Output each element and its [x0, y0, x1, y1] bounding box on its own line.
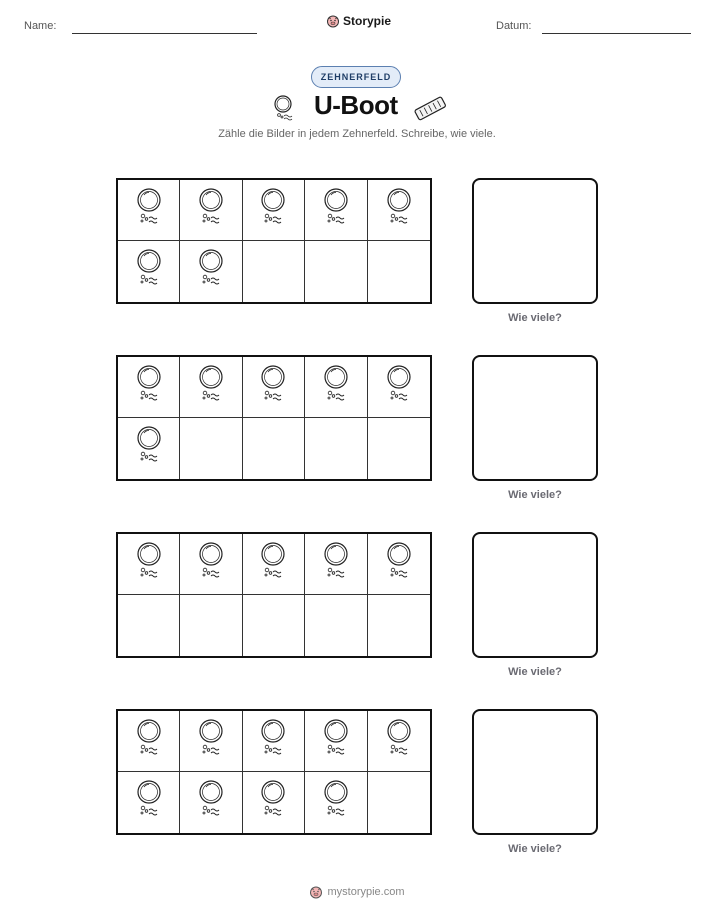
ten-frame-3 — [116, 532, 432, 658]
frame-cell — [368, 711, 430, 772]
bubble-icon — [135, 779, 163, 826]
bubble-icon — [259, 187, 287, 234]
frame-cell — [180, 595, 242, 656]
pig-logo-icon — [309, 885, 323, 899]
brand-logo — [326, 14, 391, 28]
bubble-icon — [259, 541, 287, 588]
answer-box-4[interactable] — [472, 709, 598, 835]
frame-cell — [305, 241, 367, 302]
brand-name: Storypie — [343, 14, 392, 28]
frame-cell — [118, 772, 180, 833]
frame-cell — [243, 534, 305, 595]
bubble-icon — [197, 718, 225, 765]
bubble-icon — [197, 541, 225, 588]
bubble-icon — [385, 187, 413, 234]
frame-cell — [180, 534, 242, 595]
frame-cell — [118, 180, 180, 241]
frame-cell — [243, 180, 305, 241]
frame-cell — [118, 418, 180, 479]
frame-cell — [368, 241, 430, 302]
frame-cell — [118, 711, 180, 772]
frame-cell — [118, 241, 180, 302]
answer-box-3[interactable] — [472, 532, 598, 658]
frame-cell — [368, 595, 430, 656]
answer-box-2[interactable] — [472, 355, 598, 481]
name-line[interactable] — [72, 33, 257, 34]
bubble-icon — [135, 718, 163, 765]
frame-cell — [243, 711, 305, 772]
frame-cell — [305, 711, 367, 772]
frame-cell — [368, 180, 430, 241]
frame-cell — [305, 534, 367, 595]
frame-cell — [180, 772, 242, 833]
date-line[interactable] — [542, 33, 691, 34]
ten-frame-2 — [116, 355, 432, 481]
bubble-icon — [197, 779, 225, 826]
frame-cell — [305, 180, 367, 241]
frame-cell — [243, 357, 305, 418]
frame-cell — [305, 418, 367, 479]
bubble-icon — [135, 248, 163, 295]
bubble-icon — [135, 364, 163, 411]
frame-cell — [243, 595, 305, 656]
answer-box-1[interactable] — [472, 178, 598, 304]
frame-cell — [243, 241, 305, 302]
footer — [0, 885, 714, 899]
bubble-icon — [322, 718, 350, 765]
pig-logo-icon — [326, 14, 340, 28]
bubble-icon — [259, 718, 287, 765]
title-row — [0, 90, 714, 126]
topic-badge: ZEHNERFELD — [311, 66, 401, 88]
bubble-icon — [385, 541, 413, 588]
ten-frame-4 — [116, 709, 432, 835]
bubble-icon — [270, 93, 296, 128]
ten-frame-1 — [116, 178, 432, 304]
answer-label-3: Wie viele? — [508, 666, 562, 678]
frame-cell — [118, 357, 180, 418]
frame-cell — [368, 534, 430, 595]
bubble-icon — [322, 364, 350, 411]
frame-cell — [180, 418, 242, 479]
frame-cell — [180, 180, 242, 241]
bubble-icon — [197, 364, 225, 411]
board-icon — [412, 94, 448, 127]
name-label: Name: — [24, 20, 57, 32]
frame-cell — [180, 241, 242, 302]
frame-cell — [305, 772, 367, 833]
bubble-icon — [135, 425, 163, 472]
bubble-icon — [385, 718, 413, 765]
date-label: Datum: — [496, 20, 532, 32]
frame-cell — [368, 418, 430, 479]
frame-cell — [180, 711, 242, 772]
frame-cell — [305, 357, 367, 418]
instructions: Zähle die Bilder in jedem Zehnerfeld. Schreibe, wie viele. — [218, 128, 496, 140]
bubble-icon — [322, 187, 350, 234]
bubble-icon — [259, 779, 287, 826]
frame-cell — [368, 357, 430, 418]
frame-cell — [118, 534, 180, 595]
footer-url: mystorypie.com — [327, 886, 405, 898]
bubble-icon — [197, 187, 225, 234]
answer-label-1: Wie viele? — [508, 312, 562, 324]
bubble-icon — [197, 248, 225, 295]
bubble-icon — [135, 541, 163, 588]
frame-cell — [243, 418, 305, 479]
bubble-icon — [322, 541, 350, 588]
page-title: U-Boot — [314, 90, 398, 120]
bubble-icon — [135, 187, 163, 234]
frame-cell — [305, 595, 367, 656]
frame-cell — [243, 772, 305, 833]
bubble-icon — [385, 364, 413, 411]
frame-cell — [180, 357, 242, 418]
answer-label-4: Wie viele? — [508, 843, 562, 855]
frame-cell — [118, 595, 180, 656]
bubble-icon — [259, 364, 287, 411]
bubble-icon — [322, 779, 350, 826]
frame-cell — [368, 772, 430, 833]
answer-label-2: Wie viele? — [508, 489, 562, 501]
